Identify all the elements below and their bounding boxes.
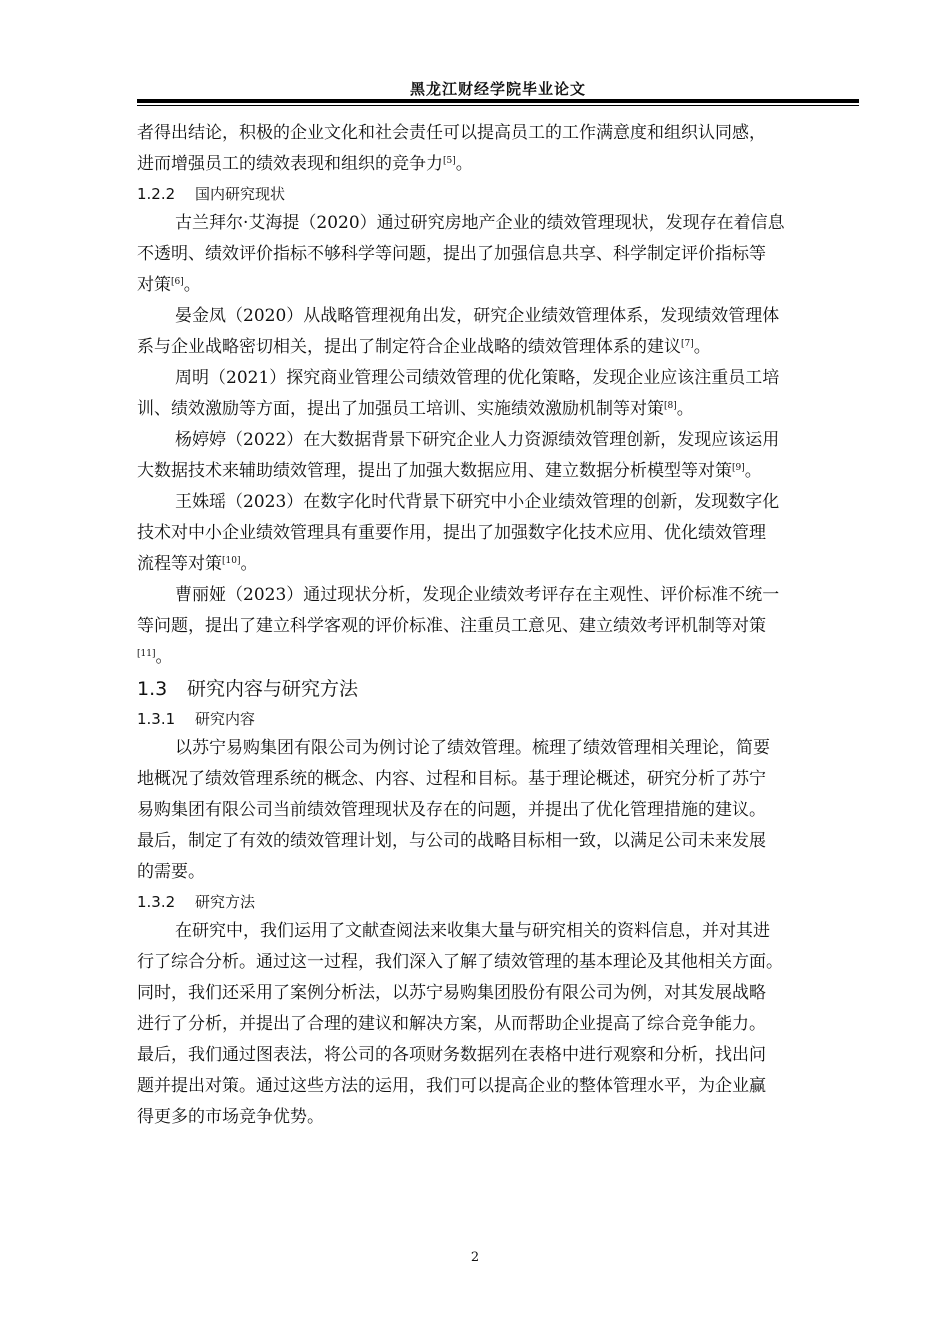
line-end: 。 <box>676 399 694 419</box>
paragraph-line: 易购集团有限公司当前绩效管理现状及存在的问题，并提出了优化管理措施的建议。 <box>137 800 766 820</box>
section-heading-1-2-2 <box>137 180 859 208</box>
line-text: 大数据技术来辅助绩效管理，提出了加强大数据应用、建立数据分析模型等对策 <box>137 461 732 481</box>
paragraph-line <box>137 270 859 301</box>
section-heading-1-3-2 <box>137 888 859 916</box>
section-title: 国内研究现状 <box>195 185 286 203</box>
line-end: 。 <box>183 275 201 295</box>
section-title: 研究内容与研究方法 <box>187 678 359 700</box>
paragraph-line: 最后，我们通过图表法，将公司的各项财务数据列在表格中进行观察和分析，找出问 <box>137 1045 766 1065</box>
citation-ref: [7] <box>681 339 694 349</box>
paragraph-line: 在研究中，我们运用了文献查阅法来收集大量与研究相关的资料信息，并对其进 <box>175 921 770 941</box>
line-text: 进而增强员工的绩效表现和组织的竞争力 <box>137 154 443 174</box>
line-text: 训、绩效激励等方面，提出了加强员工培训、实施绩效激励机制等对策 <box>137 399 664 419</box>
line-end: 。 <box>693 337 711 357</box>
paragraph-line: 技术对中小企业绩效管理具有重要作用，提出了加强数字化技术应用、优化绩效管理 <box>137 523 766 543</box>
line-text: 对策 <box>137 275 171 295</box>
paragraph-line <box>137 456 859 487</box>
paragraph-line: 者得出结论，积极的企业文化和社会责任可以提高员工的工作满意度和组织认同感， <box>137 123 766 143</box>
citation-ref: [10] <box>222 556 241 566</box>
line-end: 。 <box>240 554 258 574</box>
citation-ref: [11] <box>137 649 156 659</box>
citation-ref: [9] <box>732 463 745 473</box>
section-title: 研究方法 <box>195 893 256 911</box>
line-end: 。 <box>455 154 473 174</box>
section-heading-1-3 <box>137 673 859 705</box>
paragraph-line: 杨婷婷（2022）在大数据背景下研究企业人力资源绩效管理创新，发现应该运用 <box>175 430 780 450</box>
section-number: 1.3.1 <box>137 710 176 728</box>
citation-ref: [6] <box>171 277 184 287</box>
paragraph-line: 曹丽娅（2023）通过现状分析，发现企业绩效考评存在主观性、评价标准不统一 <box>175 585 780 605</box>
paragraph-line: 最后，制定了有效的绩效管理计划，与公司的战略目标相一致，以满足公司未来发展 <box>137 831 766 851</box>
paragraph-line: 的需要。 <box>137 862 205 882</box>
paragraph-line: 进行了分析，并提出了合理的建议和解决方案，从而帮助企业提高了综合竞争能力。 <box>137 1014 766 1034</box>
paragraph-line <box>137 394 859 425</box>
section-number: 1.3 <box>137 678 168 700</box>
running-header: 黑龙江财经学院毕业论文 <box>409 80 586 98</box>
paragraph-line <box>137 549 859 580</box>
paragraph-line: 古兰拜尔·艾海提（2020）通过研究房地产企业的绩效管理现状，发现存在着信息 <box>175 213 785 233</box>
paragraph-line: 王姝瑶（2023）在数字化时代背景下研究中小企业绩效管理的创新，发现数字化 <box>175 492 780 512</box>
paragraph-line: 晏金凤（2020）从战略管理视角出发，研究企业绩效管理体系，发现绩效管理体 <box>175 306 780 326</box>
line-end: 。 <box>744 461 762 481</box>
paragraph-line <box>137 149 859 180</box>
section-heading-1-3-1 <box>137 705 859 733</box>
citation-ref: [8] <box>664 401 677 411</box>
paragraph-line: 地概况了绩效管理系统的概念、内容、过程和目标。基于理论概述，研究分析了苏宁 <box>137 769 766 789</box>
paragraph-line: 周明（2021）探究商业管理公司绩效管理的优化策略，发现企业应该注重员工培 <box>175 368 780 388</box>
section-title: 研究内容 <box>195 710 256 728</box>
page-body <box>137 118 859 1133</box>
page-number: 2 <box>470 1250 480 1265</box>
paragraph-line: 同时，我们还采用了案例分析法，以苏宁易购集团股份有限公司为例，对其发展战略 <box>137 983 766 1003</box>
header-rule-thin <box>137 105 859 106</box>
line-text: 流程等对策 <box>137 554 222 574</box>
line-end: 。 <box>155 647 173 667</box>
paragraph-line: 得更多的市场竞争优势。 <box>137 1107 324 1127</box>
paragraph-line: 题并提出对策。通过这些方法的运用，我们可以提高企业的整体管理水平，为企业赢 <box>137 1076 766 1096</box>
header-rule-thick <box>137 99 859 103</box>
section-number: 1.3.2 <box>137 893 176 911</box>
paragraph-line <box>137 332 859 363</box>
paragraph-line <box>137 642 859 673</box>
section-number: 1.2.2 <box>137 185 176 203</box>
paragraph-line: 以苏宁易购集团有限公司为例讨论了绩效管理。梳理了绩效管理相关理论，简要 <box>175 738 770 758</box>
citation-ref: [5] <box>443 156 456 166</box>
line-text: 系与企业战略密切相关，提出了制定符合企业战略的绩效管理体系的建议 <box>137 337 681 357</box>
paragraph-line: 等问题，提出了建立科学客观的评价标准、注重员工意见、建立绩效考评机制等对策 <box>137 616 766 636</box>
paragraph-line: 不透明、绩效评价指标不够科学等问题，提出了加强信息共享、科学制定评价指标等 <box>137 244 766 264</box>
paragraph-line: 行了综合分析。通过这一过程，我们深入了解了绩效管理的基本理论及其他相关方面。 <box>137 952 783 972</box>
